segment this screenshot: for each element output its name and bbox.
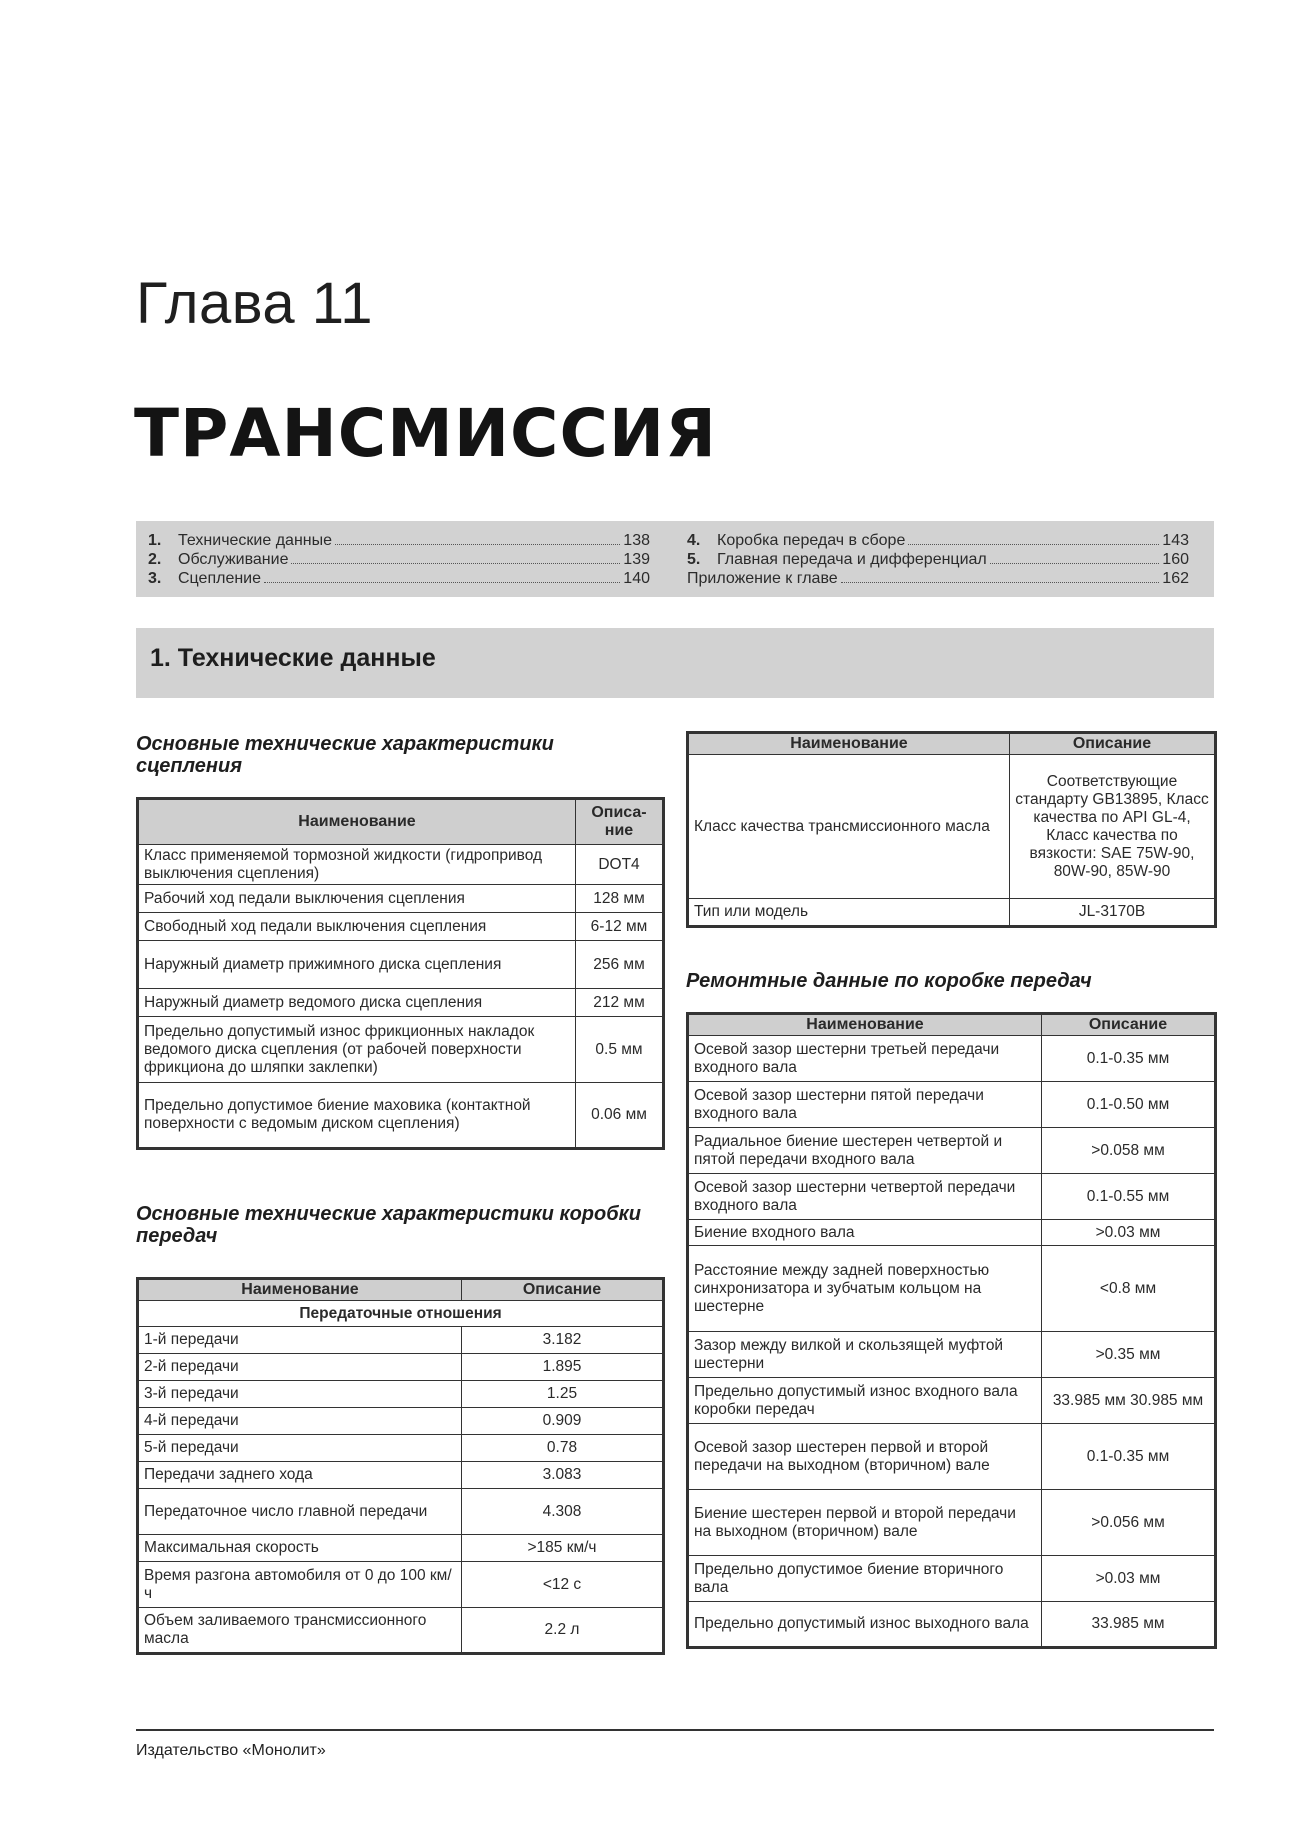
table-row: [688, 1378, 1216, 1424]
toc-leader: [841, 582, 1160, 583]
cell-name: Радиальное биение шестерен четвертой и пятой передачи входного вала: [688, 1128, 1042, 1174]
table-row: [138, 1354, 664, 1381]
cell-name: Класс качества трансмиссионного масла: [688, 755, 1010, 899]
column-header-name: Наименование: [688, 733, 1010, 755]
table-row: [688, 1082, 1216, 1128]
cell-name: Время разгона автомобиля от 0 до 100 км/ч: [138, 1562, 462, 1608]
toc-item: [148, 551, 650, 570]
toc-page: 143: [1162, 532, 1189, 549]
cell-value: 0.5 мм: [576, 1017, 664, 1083]
cell-name: 4-й передачи: [138, 1408, 462, 1435]
toc-column-right: [687, 532, 1189, 589]
chapter-title: ТРАНСМИССИЯ: [134, 395, 717, 472]
table-subheader-row: [138, 1301, 664, 1327]
cell-name: Рабочий ход педали выключения сцепления: [138, 885, 576, 913]
table-row: [138, 845, 664, 885]
cell-value: 2.2 л: [462, 1608, 664, 1654]
column-header-description: Описа-ние: [576, 799, 664, 845]
table-row: [688, 755, 1216, 899]
toc-label: Технические данные: [178, 532, 333, 549]
toc-number: 4.: [687, 532, 701, 549]
table-row: [688, 1332, 1216, 1378]
gearbox-table-heading: Основные технические характеристики коробки передач: [136, 1203, 641, 1247]
repair-table-heading: Ремонтные данные по коробке передач: [686, 970, 1092, 992]
cell-name: Биение шестерен первой и второй передачи на выходном (вторичном) вале: [688, 1490, 1042, 1556]
cell-value: 3.083: [462, 1462, 664, 1489]
cell-name: Класс применяемой тормозной жидкости (гидропривод выключения сцепления): [138, 845, 576, 885]
toc-label: Приложение к главе: [687, 570, 838, 587]
cell-name: Осевой зазор шестерни третьей передачи входного вала: [688, 1036, 1042, 1082]
cell-value: 33.985 мм: [1042, 1602, 1216, 1648]
cell-value: 4.308: [462, 1489, 664, 1535]
table-row: [688, 899, 1216, 927]
column-header-name: Наименование: [138, 1279, 462, 1301]
table-row: [138, 1017, 664, 1083]
toc-label: Обслуживание: [178, 551, 289, 568]
cell-value: <12 с: [462, 1562, 664, 1608]
table-row: [138, 885, 664, 913]
table-row: [688, 1602, 1216, 1648]
cell-value: 256 мм: [576, 941, 664, 989]
toc-page: 140: [623, 570, 650, 587]
toc-number: 5.: [687, 551, 701, 568]
table-row: [138, 1562, 664, 1608]
cell-value: 0.1-0.55 мм: [1042, 1174, 1216, 1220]
gearbox-specs-table: [136, 1277, 665, 1655]
toc-number: 3.: [148, 570, 162, 587]
table-of-contents: [136, 521, 1214, 597]
cell-value: DOT4: [576, 845, 664, 885]
toc-leader: [990, 563, 1160, 564]
table-row: [138, 1462, 664, 1489]
cell-value: 0.1-0.35 мм: [1042, 1036, 1216, 1082]
table-row: [138, 1489, 664, 1535]
cell-value: Соответствующие стандарту GB13895, Класс качества по API GL-4, Класс качества по вязкости: SAE 75W-90, 80W-90, 85W-90: [1010, 755, 1216, 899]
cell-value: JL-3170B: [1010, 899, 1216, 927]
cell-name: 2-й передачи: [138, 1354, 462, 1381]
cell-name: Расстояние между задней поверхностью синхронизатора и зубчатым кольцом на шестерне: [688, 1246, 1042, 1332]
toc-leader: [908, 544, 1159, 545]
table-row: [688, 1424, 1216, 1490]
toc-item: [687, 532, 1189, 551]
footer-divider: [136, 1729, 1214, 1731]
cell-value: 6-12 мм: [576, 913, 664, 941]
clutch-specs-table: [136, 797, 665, 1150]
column-header-description: Описание: [1010, 733, 1216, 755]
table-row: [138, 1083, 664, 1149]
cell-value: 0.1-0.35 мм: [1042, 1424, 1216, 1490]
cell-value: 0.06 мм: [576, 1083, 664, 1149]
chapter-number: Глава 11: [136, 271, 373, 336]
table-header-row: [688, 733, 1216, 755]
clutch-table-heading: Основные технические характеристики сцепления: [136, 733, 554, 777]
cell-name: Предельно допустимый износ выходного вала: [688, 1602, 1042, 1648]
table-row: [688, 1490, 1216, 1556]
cell-value: 3.182: [462, 1327, 664, 1354]
table-row: [138, 1381, 664, 1408]
transmission-oil-table: [686, 731, 1217, 928]
cell-value: >185 км/ч: [462, 1535, 664, 1562]
cell-name: Наружный диаметр ведомого диска сцепления: [138, 989, 576, 1017]
cell-value: >0.056 мм: [1042, 1490, 1216, 1556]
toc-label: Главная передача и дифференциал: [717, 551, 987, 568]
cell-name: Тип или модель: [688, 899, 1010, 927]
toc-item: [687, 551, 1189, 570]
toc-leader: [291, 563, 620, 564]
cell-value: >0.03 мм: [1042, 1220, 1216, 1246]
table-header-row: [138, 799, 664, 845]
table-row: [138, 913, 664, 941]
toc-item: [148, 532, 650, 551]
table-header-row: [138, 1279, 664, 1301]
cell-value: 128 мм: [576, 885, 664, 913]
table-row: [688, 1036, 1216, 1082]
cell-name: Осевой зазор шестерен первой и второй передачи на выходном (вторичном) вале: [688, 1424, 1042, 1490]
toc-number: 1.: [148, 532, 162, 549]
cell-name: Предельно допустимый износ входного вала коробки передач: [688, 1378, 1042, 1424]
toc-item: [148, 570, 650, 589]
toc-item: [687, 570, 1189, 589]
cell-value: 0.909: [462, 1408, 664, 1435]
cell-value: 0.1-0.50 мм: [1042, 1082, 1216, 1128]
toc-number: 2.: [148, 551, 162, 568]
toc-page: 162: [1162, 570, 1189, 587]
cell-name: Осевой зазор шестерни четвертой передачи входного вала: [688, 1174, 1042, 1220]
toc-column-left: [148, 532, 650, 589]
cell-name: Осевой зазор шестерни пятой передачи входного вала: [688, 1082, 1042, 1128]
toc-page: 139: [623, 551, 650, 568]
table-row: [138, 989, 664, 1017]
cell-name: Биение входного вала: [688, 1220, 1042, 1246]
toc-page: 160: [1162, 551, 1189, 568]
section-heading: 1. Технические данные: [136, 628, 1214, 698]
toc-leader: [335, 544, 620, 545]
table-row: [138, 1435, 664, 1462]
cell-name: Зазор между вилкой и скользящей муфтой шестерни: [688, 1332, 1042, 1378]
cell-value: >0.35 мм: [1042, 1332, 1216, 1378]
cell-value: 1.895: [462, 1354, 664, 1381]
column-header-name: Наименование: [688, 1014, 1042, 1036]
table-row: [688, 1556, 1216, 1602]
table-row: [138, 1327, 664, 1354]
table-row: [138, 1608, 664, 1654]
cell-value: >0.058 мм: [1042, 1128, 1216, 1174]
column-header-description: Описание: [462, 1279, 664, 1301]
cell-name: Передаточное число главной передачи: [138, 1489, 462, 1535]
toc-leader: [264, 582, 620, 583]
toc-page: 138: [623, 532, 650, 549]
gearbox-repair-table: [686, 1012, 1217, 1649]
toc-label: Сцепление: [178, 570, 262, 587]
cell-value: 212 мм: [576, 989, 664, 1017]
cell-name: Предельно допустимое биение маховика (контактной поверхности с ведомым диском сцепления): [138, 1083, 576, 1149]
cell-value: 33.985 мм 30.985 мм: [1042, 1378, 1216, 1424]
cell-value: 0.78: [462, 1435, 664, 1462]
column-header-name: Наименование: [138, 799, 576, 845]
cell-name: Свободный ход педали выключения сцепления: [138, 913, 576, 941]
cell-value: >0.03 мм: [1042, 1556, 1216, 1602]
table-row: [688, 1246, 1216, 1332]
cell-name: Объем заливаемого трансмиссионного масла: [138, 1608, 462, 1654]
gear-ratios-subheader: Передаточные отношения: [138, 1301, 664, 1327]
publisher-footer: Издательство «Монолит»: [136, 1742, 326, 1759]
cell-name: Предельно допустимый износ фрикционных накладок ведомого диска сцепления (от рабочей поверхности фрикциона до шляпки заклепки): [138, 1017, 576, 1083]
cell-value: <0.8 мм: [1042, 1246, 1216, 1332]
cell-name: 5-й передачи: [138, 1435, 462, 1462]
column-header-description: Описание: [1042, 1014, 1216, 1036]
table-row: [688, 1174, 1216, 1220]
table-row: [138, 1408, 664, 1435]
table-row: [688, 1220, 1216, 1246]
cell-name: Наружный диаметр прижимного диска сцепления: [138, 941, 576, 989]
cell-name: Передачи заднего хода: [138, 1462, 462, 1489]
cell-name: 3-й передачи: [138, 1381, 462, 1408]
cell-name: Предельно допустимое биение вторичного вала: [688, 1556, 1042, 1602]
toc-label: Коробка передач в сборе: [717, 532, 906, 549]
table-row: [138, 941, 664, 989]
table-row: [138, 1535, 664, 1562]
table-row: [688, 1128, 1216, 1174]
cell-value: 1.25: [462, 1381, 664, 1408]
table-header-row: [688, 1014, 1216, 1036]
cell-name: Максимальная скорость: [138, 1535, 462, 1562]
cell-name: 1-й передачи: [138, 1327, 462, 1354]
